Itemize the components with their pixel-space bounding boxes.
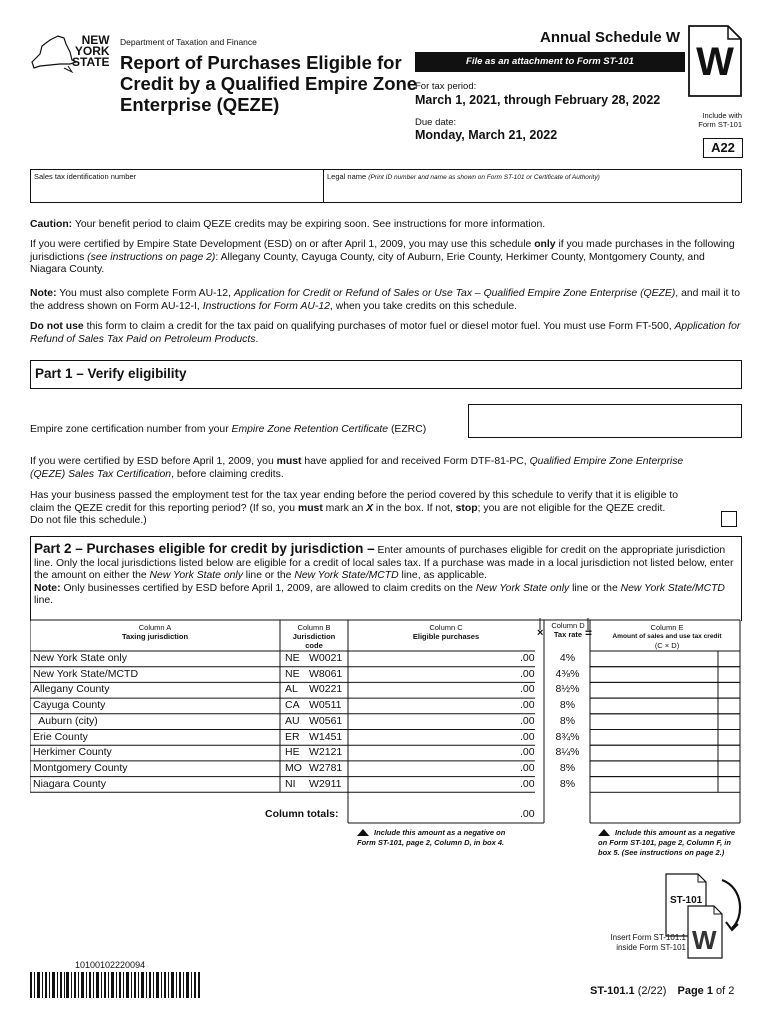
cents-suffix: .00 bbox=[520, 746, 535, 759]
insert-st101-label: ST-101 bbox=[670, 895, 703, 906]
page-footer: ST-101.1 (2/22) Page 1 of 2 bbox=[590, 985, 735, 997]
jurisdiction-row bbox=[30, 777, 740, 793]
identification-row bbox=[30, 169, 742, 203]
column-e-total-note: Include this amount as a negative on Form ST-101, page 2, Column F, in box 5. (See instructions on page 2.) bbox=[598, 828, 736, 857]
jurisdiction-code: W1451 bbox=[309, 730, 343, 743]
jurisdiction-name: Cayuga County bbox=[33, 699, 106, 712]
jurisdiction-row bbox=[30, 698, 740, 714]
tax-rate: 8% bbox=[559, 761, 576, 774]
column-c-total-input[interactable] bbox=[348, 795, 544, 823]
form-title: Report of Purchases Eligible for Credit by a Qualified Empire Zone Enterprise (QEZE) bbox=[120, 52, 418, 115]
jurisdiction-code: W0221 bbox=[309, 683, 343, 696]
eligible-purchases-input[interactable] bbox=[350, 667, 518, 683]
eligible-purchases-input[interactable] bbox=[350, 698, 518, 714]
include-with-note: Include with Form ST-101 bbox=[698, 111, 742, 129]
times-symbol: × bbox=[537, 627, 544, 639]
jurisdiction-row bbox=[30, 745, 740, 761]
legal-name-label: Legal name (Print ID number and name as shown on Form ST-101 or Certificate of Authority) bbox=[327, 172, 600, 181]
tax-rate: 4⅜% bbox=[555, 667, 580, 680]
cents-suffix: .00 bbox=[520, 714, 535, 727]
jurisdiction-code: W0021 bbox=[309, 652, 343, 664]
tax-period-label: For tax period: bbox=[415, 81, 477, 92]
schedule-letter: W bbox=[696, 40, 734, 84]
due-date-label: Due date: bbox=[415, 117, 457, 128]
eligible-purchases-input[interactable] bbox=[350, 745, 518, 761]
eligible-purchases-input[interactable] bbox=[350, 651, 518, 667]
jurisdiction-prefix: AL bbox=[285, 683, 298, 696]
part2-title: Part 2 – Purchases eligible for credit by jurisdiction – bbox=[34, 541, 375, 556]
jurisdiction-name: Allegany County bbox=[33, 683, 110, 696]
jurisdiction-prefix: MO bbox=[285, 761, 302, 774]
ezrc-label: Empire zone certification number from your Empire Zone Retention Certificate (EZRC) bbox=[30, 424, 427, 435]
column-e-total-input[interactable] bbox=[590, 795, 740, 823]
tax-credit-input[interactable] bbox=[591, 730, 717, 746]
employment-test-checkbox[interactable] bbox=[721, 511, 737, 527]
eligible-purchases-input[interactable] bbox=[350, 761, 518, 777]
sales-tax-id-label: Sales tax identification number bbox=[34, 172, 137, 181]
sales-tax-id-input[interactable] bbox=[31, 182, 321, 202]
column-c-total-note: Include this amount as a negative on Form ST-101, page 2, Column D, in box 4. bbox=[357, 828, 506, 847]
tax-credit-input[interactable] bbox=[591, 714, 717, 730]
cents-suffix: .00 bbox=[520, 667, 535, 680]
tax-period: March 1, 2021, through February 28, 2022 bbox=[415, 93, 661, 107]
jurisdiction-prefix: NE bbox=[285, 667, 300, 680]
ezrc-number-input[interactable] bbox=[468, 404, 742, 438]
cents-suffix: .00 bbox=[520, 652, 535, 664]
column-totals-label: Column totals: bbox=[265, 808, 339, 820]
schedule-title: Annual Schedule W bbox=[540, 29, 681, 46]
jurisdiction-name: Herkimer County bbox=[33, 746, 112, 759]
eligible-purchases-input[interactable] bbox=[350, 730, 518, 746]
cents-suffix: .00 bbox=[520, 683, 535, 696]
cents-suffix: .00 bbox=[520, 761, 535, 774]
note-paragraph: Note: You must also complete Form AU-12, Application for Credit or Refund of Sales or Use Tax – Qualified Empire Zone Enterprise (QEZE), and mail it to the address shown on Form AU-12-I, Instructions for Form AU-12, when you take credits on this schedule. bbox=[30, 288, 740, 312]
jurisdiction-prefix: CA bbox=[285, 699, 300, 712]
do-not-use-paragraph: Do not use this form to claim a credit for the tax paid on qualifying purchases of motor fuel or diesel motor fuel. You must use Form FT-500, Application for Refund of Sales Tax Paid on Petroleum Products. bbox=[30, 321, 741, 345]
eligible-purchases-input[interactable] bbox=[350, 714, 518, 730]
tax-credit-input[interactable] bbox=[591, 777, 717, 793]
barcode-number: 10100102220094 bbox=[75, 960, 146, 970]
esd-before-paragraph: If you were certified by ESD before April 1, 2009, you must have applied for and received Form DTF-81-PC, Qualified Empire Zone Enterprise (QEZE) Sales Tax Certification, before claiming credits. bbox=[30, 456, 684, 480]
jurisdiction-code: W0511 bbox=[309, 699, 342, 712]
cents-suffix: .00 bbox=[520, 699, 535, 712]
tax-rate: 8¾% bbox=[555, 730, 580, 743]
jurisdiction-row bbox=[30, 761, 740, 777]
state-logo-text: NEW YORK STATE bbox=[72, 33, 110, 69]
new-york-state-map-icon bbox=[30, 32, 78, 74]
jurisdiction-row bbox=[30, 714, 740, 730]
caution-paragraph: Caution: Your benefit period to claim QEZE credits may be expiring soon. See instructions for more information. bbox=[30, 219, 546, 230]
cents-suffix: .00 bbox=[520, 777, 535, 790]
barcode-image bbox=[30, 972, 200, 998]
jurisdiction-code: W2121 bbox=[309, 746, 343, 759]
tax-rate: 8% bbox=[559, 699, 576, 712]
tax-rate: 8¼% bbox=[555, 746, 580, 759]
tax-credit-input[interactable] bbox=[591, 651, 717, 667]
jurisdiction-code: W2911 bbox=[309, 777, 342, 790]
form-code-badge: A22 bbox=[703, 138, 743, 158]
tax-rate: 8% bbox=[559, 714, 576, 727]
column-d-header: Column D Tax rate bbox=[551, 621, 585, 639]
equals-symbol: = bbox=[585, 626, 593, 640]
jurisdiction-code: W2781 bbox=[309, 761, 343, 774]
department-name: Department of Taxation and Finance bbox=[120, 37, 257, 47]
attachment-banner: File as an attachment to Form ST-101 bbox=[415, 52, 685, 72]
jurisdiction-prefix: NI bbox=[285, 777, 296, 790]
jurisdiction-code: W0561 bbox=[309, 714, 343, 727]
jurisdiction-row bbox=[30, 730, 740, 746]
tax-credit-input[interactable] bbox=[591, 682, 717, 698]
esd-paragraph: If you were certified by Empire State Development (ESD) on or after April 1, 2009, you may use this schedule only if you made purchases in the following jurisdictions (see instructions on page 2): Allegany County, Cayuga County, city of Auburn, Erie County, Herkimer County, Montgomery County, and Niagara County. bbox=[30, 239, 735, 276]
tax-credit-input[interactable] bbox=[591, 761, 717, 777]
tax-rate: 8½% bbox=[555, 683, 580, 696]
column-e-header: Column E Amount of sales and use tax credit (C × D) bbox=[612, 623, 722, 650]
cents-suffix: .00 bbox=[520, 730, 535, 743]
jurisdiction-row bbox=[30, 651, 740, 667]
eligible-purchases-input[interactable] bbox=[350, 777, 518, 793]
part1-header bbox=[30, 360, 742, 389]
eligible-purchases-input[interactable] bbox=[350, 682, 518, 698]
jurisdiction-name: Auburn (city) bbox=[33, 714, 98, 727]
jurisdiction-prefix: HE bbox=[285, 746, 300, 759]
jurisdiction-prefix: ER bbox=[285, 730, 300, 743]
part2-intro: Part 2 – Purchases eligible for credit by jurisdiction – Enter amounts of purchases eligible for credit on the appropriate jurisdiction line. Only the local jurisdictions listed below are eligible for a credit of local sales tax. If a purchase was made in a local jurisdiction not listed below, enter the amount on either the New York State only line or the New York State/MCTD line, as applicable. Note: Only businesses certified by ESD before April 1, 2009, are allowed to claim credits on the New York State only line or the New York State/MCTD line. bbox=[34, 541, 734, 607]
jurisdiction-name: Montgomery County bbox=[33, 761, 128, 774]
column-c-header: Column C Eligible purchases bbox=[412, 623, 480, 641]
jurisdiction-prefix: AU bbox=[285, 714, 300, 727]
jurisdiction-name: New York State only bbox=[33, 652, 127, 664]
tax-rate: 8% bbox=[559, 777, 576, 790]
column-c-total-cents: .00 bbox=[520, 808, 535, 820]
jurisdiction-row bbox=[30, 682, 740, 698]
part1-title: Part 1 – Verify eligibility bbox=[35, 366, 187, 381]
tax-credit-input[interactable] bbox=[591, 667, 717, 683]
legal-name-input[interactable] bbox=[325, 182, 739, 202]
jurisdiction-code: W8061 bbox=[309, 667, 343, 680]
tax-credit-input[interactable] bbox=[591, 745, 717, 761]
column-a-header: Column A Taxing jurisdiction bbox=[121, 623, 189, 641]
jurisdiction-name: New York State/MCTD bbox=[33, 667, 139, 680]
jurisdiction-prefix: NE bbox=[285, 652, 300, 664]
tax-rate: 4% bbox=[559, 652, 576, 664]
insert-instruction: Insert Form ST-101.1 inside Form ST-101 bbox=[610, 933, 686, 952]
insert-w-label: W bbox=[692, 925, 717, 955]
tax-credit-input[interactable] bbox=[591, 698, 717, 714]
jurisdiction-name: Erie County bbox=[33, 730, 88, 743]
jurisdiction-row bbox=[30, 667, 740, 683]
due-date: Monday, March 21, 2022 bbox=[415, 128, 558, 142]
employment-test-paragraph: Has your business passed the employment test for the tax year ending before the period covered by this schedule to verify that it is eligible to claim the QEZE credit for this reporting period? (If so, you must mark an X in the box. If not, stop; you are not eligible for the QEZE credit. Do not file this schedule.) bbox=[30, 490, 679, 527]
column-b-header: Column B Jurisdiction code bbox=[292, 623, 336, 650]
jurisdiction-name: Niagara County bbox=[33, 777, 106, 790]
